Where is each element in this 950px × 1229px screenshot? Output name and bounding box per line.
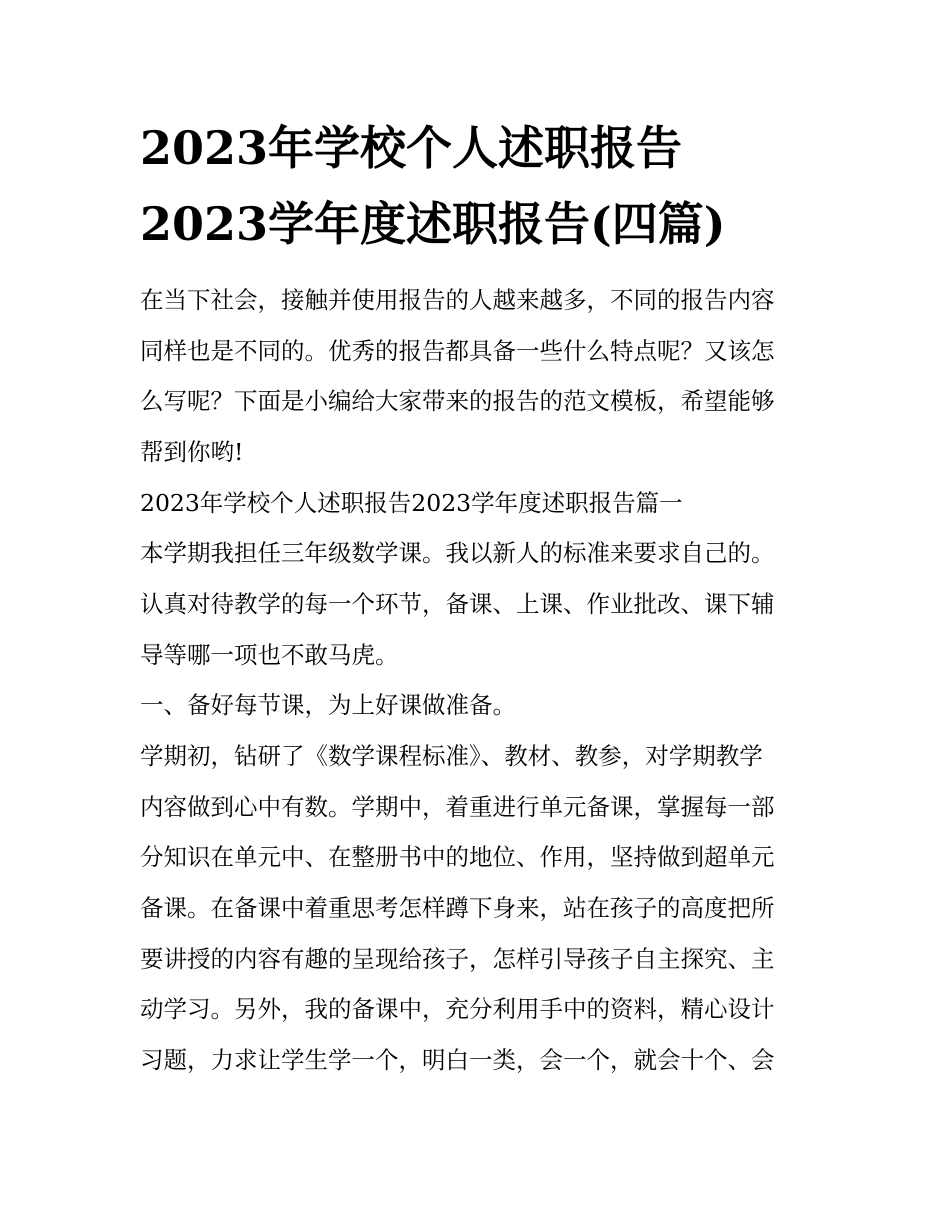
text-line-10: 学期初，钻研了《数学课程标准》、教材、教参，对学期教学 <box>140 742 763 770</box>
text-line-2: 同样也是不同的。优秀的报告都具备一些什么特点呢？又该怎 <box>140 337 775 365</box>
text-line-16: 习题，力求让学生学一个，明白一类，会一个，就会十个、会 <box>140 1046 775 1074</box>
text-line-7: 认真对待教学的每一个环节，备课、上课、作业批改、课下辅 <box>140 590 775 618</box>
text-line-11: 内容做到心中有数。学期中，着重进行单元备课，掌握每一部 <box>140 793 775 821</box>
text-line-15: 动学习。另外，我的备课中，充分利用手中的资料，精心设计 <box>140 995 775 1023</box>
section-heading-1: 2023年学校个人述职报告2023学年度述职报告篇一 <box>140 489 683 517</box>
document-title-line-1: 2023年学校个人述职报告 <box>140 121 683 175</box>
document-title-line-2: 2023学年度述职报告(四篇) <box>140 197 726 251</box>
subheading-1: 一、备好每节课，为上好课做准备。 <box>140 691 516 719</box>
text-line-6: 本学期我担任三年级数学课。我以新人的标准来要求自己的。 <box>140 539 775 567</box>
text-line-12: 分知识在单元中、在整册书中的地位、作用，坚持做到超单元 <box>140 843 775 871</box>
text-line-4: 帮到你哟! <box>140 438 244 466</box>
text-line-14: 要讲授的内容有趣的呈现给孩子，怎样引导孩子自主探究、主 <box>140 945 775 973</box>
text-line-13: 备课。在备课中着重思考怎样蹲下身来，站在孩子的高度把所 <box>140 894 775 922</box>
text-line-8: 导等哪一项也不敢马虎。 <box>140 641 399 669</box>
text-line-1: 在当下社会，接触并使用报告的人越来越多，不同的报告内容 <box>140 286 775 314</box>
text-line-3: 么写呢？下面是小编给大家带来的报告的范文模板，希望能够 <box>140 387 775 415</box>
